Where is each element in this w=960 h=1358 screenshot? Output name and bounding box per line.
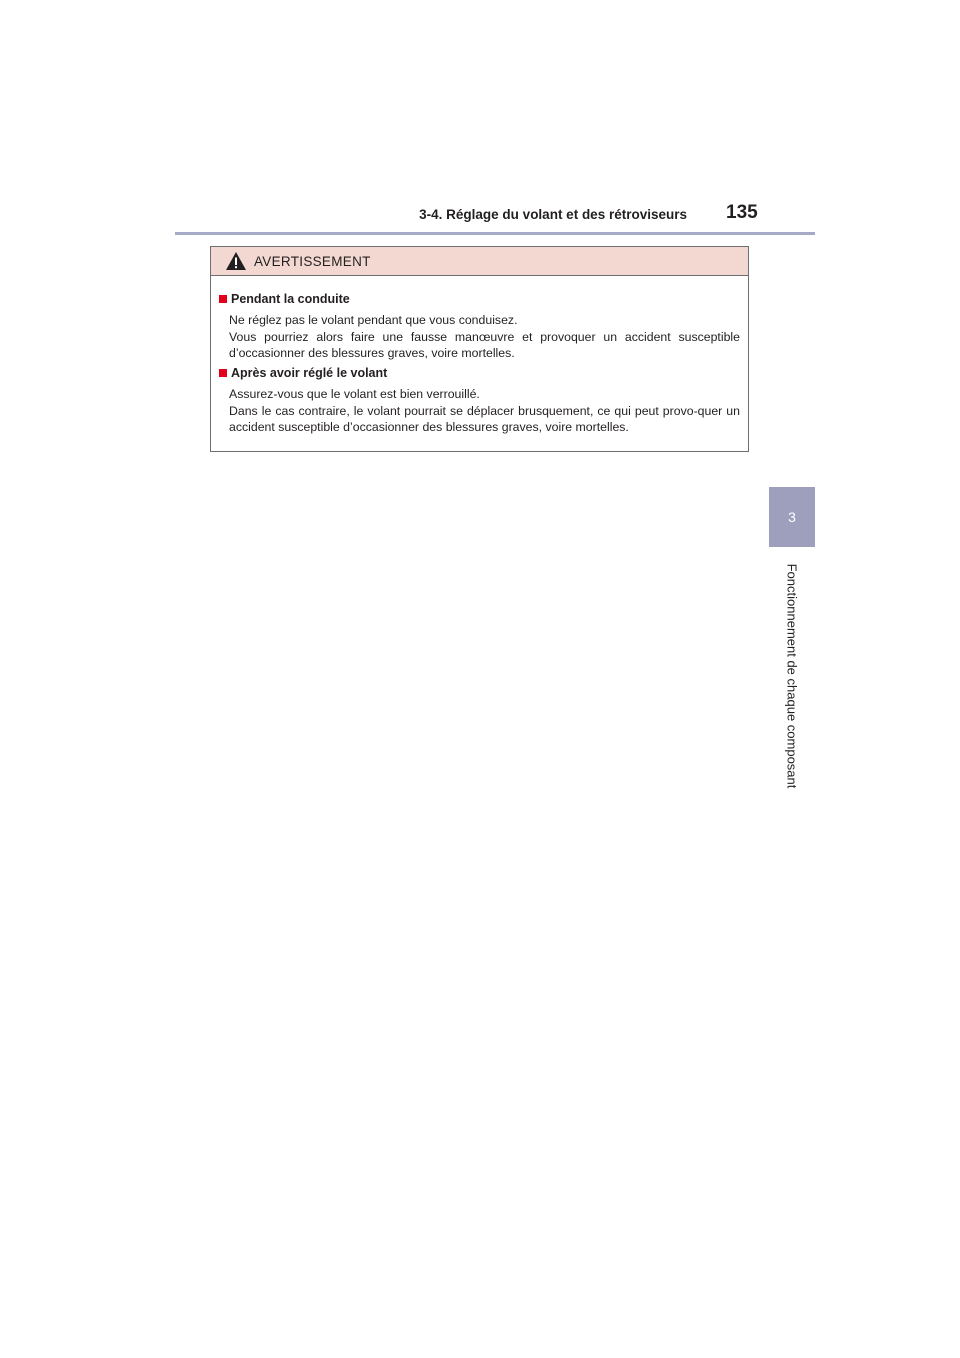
- section-text: [229, 386, 740, 436]
- section-heading: [219, 365, 740, 381]
- warning-section-driving: [219, 291, 740, 362]
- warning-section-after-adjusting: [219, 365, 740, 436]
- paragraph: Dans le cas contraire, le volant pourrait se déplacer brusquement, ce qui peut provo-quer un accident susceptible d’occasionner des blessures graves, voire mortelles.: [229, 403, 740, 434]
- section-text: [229, 312, 740, 362]
- warning-triangle-icon: [225, 251, 247, 271]
- chapter-tab: [769, 487, 815, 547]
- warning-title: AVERTISSEMENT: [254, 253, 371, 269]
- bullet-square-icon: [219, 295, 227, 303]
- warning-header: [211, 247, 748, 276]
- section-title: 3-4. Réglage du volant et des rétroviseurs: [419, 207, 687, 222]
- page-number: 135: [726, 202, 758, 223]
- chapter-number: 3: [788, 509, 796, 525]
- chapter-title: Fonctionnement de chaque composant: [784, 563, 800, 789]
- section-heading: [219, 291, 740, 307]
- warning-box: [210, 246, 749, 452]
- bullet-square-icon: [219, 369, 227, 377]
- section-heading-text: Pendant la conduite: [231, 292, 350, 306]
- header-divider: [175, 232, 815, 235]
- paragraph: Vous pourriez alors faire une fausse manœuvre et provoquer un accident susceptible d’occasionner des blessures graves, voire mortelles.: [229, 329, 740, 360]
- paragraph: Assurez-vous que le volant est bien verrouillé.: [229, 387, 480, 401]
- paragraph: Ne réglez pas le volant pendant que vous conduisez.: [229, 313, 518, 327]
- section-heading-text: Après avoir réglé le volant: [231, 366, 388, 380]
